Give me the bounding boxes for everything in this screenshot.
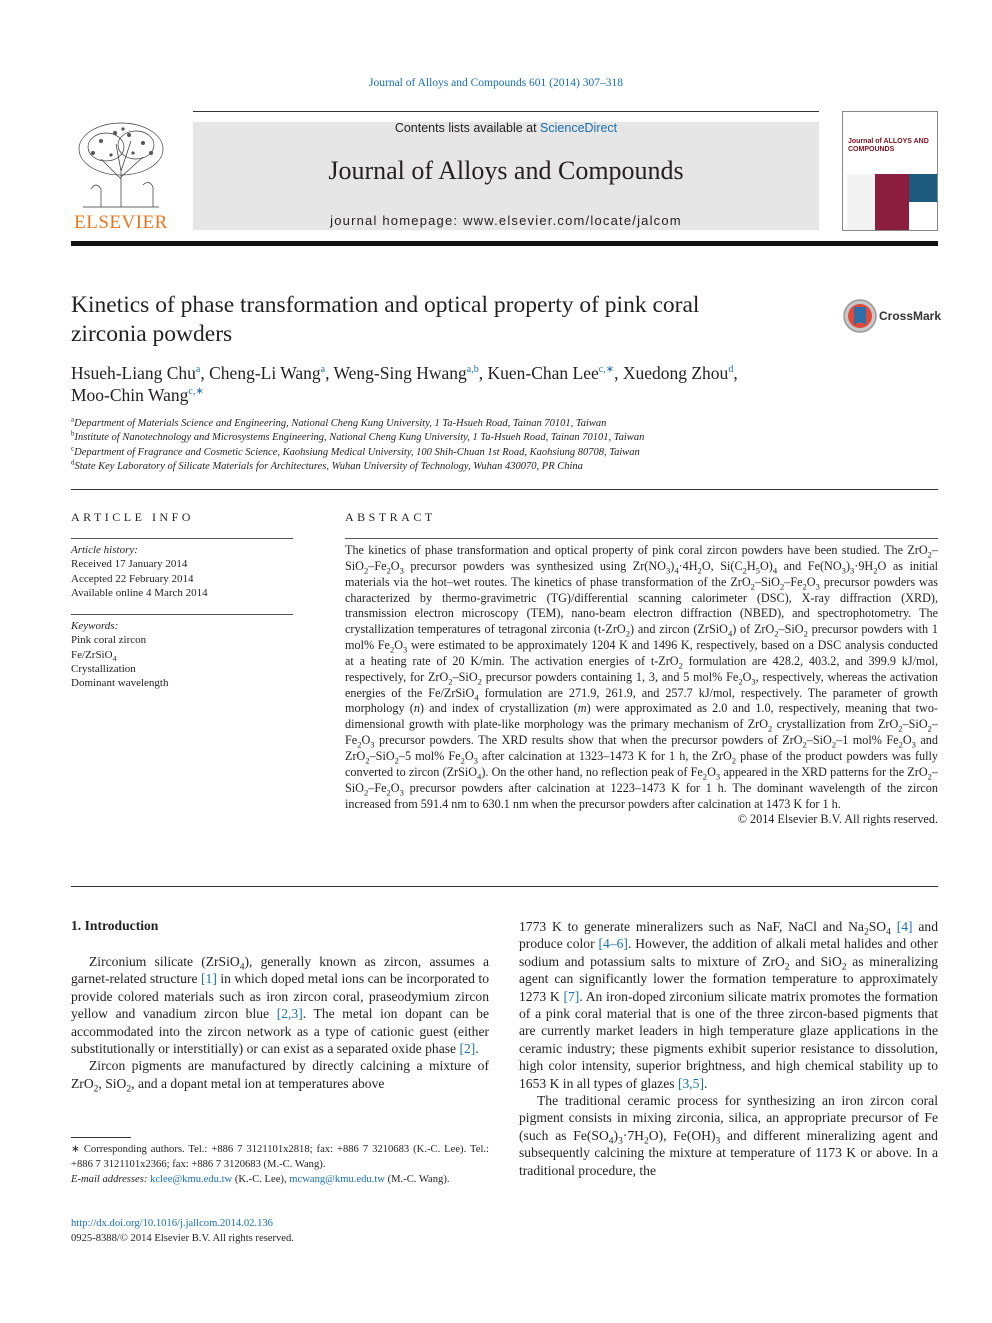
keywords-label: Keywords:: [71, 620, 119, 632]
paragraph: 1773 K to generate mineralizers such as NaF, NaCl and $Na_2SO_4$ [4] and produce color [4–6]. However, the addition of alkali metal halides and other sodium and potassium salts to mixture of ZrO$_2$ and SiO$_2$ as mineralizing agent can significantly lower the formation temperature to approximately 1273 K [7]. An iron-doped zirconium silicate matrix promotes the formation of a pink coral material that is one of the three zircon-based pigments that are currently market leaders in high temperature glaze applications in the ceramic industry; these pigments exhibit superior resistance to dissolution, high color intensity, superior brightness, and high chemical stability up to 1653 K in all types of glazes [3,5].: [519, 919, 938, 1091]
crossmark-icon: [843, 298, 877, 334]
journal-homepage: [193, 213, 819, 228]
intro-left-column: [71, 953, 490, 1095]
ref-link[interactable]: [1]: [201, 971, 217, 987]
email-owner: (M.-C. Wang).: [387, 1174, 450, 1185]
author-name: Kuen-Chan Lee: [487, 363, 599, 383]
journal-citation[interactable]: Journal of Alloys and Compounds 601 (2014) 307–318: [369, 77, 623, 89]
author-name: Cheng-Li Wang: [209, 363, 321, 383]
article-info-heading: ARTICLE INFO: [71, 510, 194, 524]
ref-link[interactable]: [2,3]: [276, 1006, 303, 1022]
doi-block: [71, 1216, 489, 1246]
affiliation-rule: [71, 489, 938, 490]
title-line-1: Kinetics of phase transformation and optical property of pink coral: [71, 292, 700, 318]
author-name: Weng-Sing Hwang: [333, 363, 467, 383]
author[interactable]: [334, 363, 479, 383]
received-date: Received 17 January 2014: [71, 558, 188, 571]
author-sep: ,: [200, 363, 210, 383]
homepage-prefix: journal homepage:: [330, 213, 464, 228]
abstract-rule: [345, 538, 938, 539]
keywords-rule: [71, 614, 293, 615]
affiliation-text: Institute of Nanotechnology and Microsystems Engineering, National Cheng Kung University, 1 Ta-Hsueh Road, Tainan 70101, Taiwan: [74, 432, 645, 443]
cover-blue-block: [909, 174, 938, 202]
affiliation-text: Department of Materials Science and Engineering, National Cheng Kung University, 1 Ta-Hsueh Road, Tainan 70101, Taiwan: [74, 418, 607, 429]
journal-name: Journal of Alloys and Compounds: [328, 156, 684, 185]
elsevier-tree-logo: [71, 119, 171, 211]
ref-link[interactable]: [4–6]: [598, 936, 628, 952]
email-owner: (K.-C. Lee),: [234, 1174, 287, 1185]
article-title: [71, 291, 791, 349]
journal-cover-thumbnail[interactable]: [842, 111, 938, 231]
contents-line: [193, 121, 819, 135]
article-info-rule: [71, 538, 293, 539]
author[interactable]: [487, 363, 614, 383]
author-name: Moo-Chin Wang: [71, 385, 189, 405]
cover-strip: [847, 174, 875, 230]
author-sup: d: [728, 364, 734, 376]
title-line-2: zirconia powders: [71, 321, 233, 347]
keyword: Pink coral zircon: [71, 634, 147, 647]
affiliation-text: Department of Fragrance and Cosmetic Science, Kaohsiung Medical University, 100 Shih-Chuan 1st Road, Kaohsiung 80708, Taiwan: [74, 447, 640, 458]
keyword: Dominant wavelength: [71, 677, 169, 690]
ref-link[interactable]: [4]: [896, 919, 913, 934]
accepted-date: Accepted 22 February 2014: [71, 572, 194, 585]
affiliation: [71, 446, 931, 460]
cover-title: Journal of ALLOYS AND COMPOUNDS: [848, 138, 929, 153]
paragraph: The traditional ceramic process for synthesizing an iron zircon coral pigment consists in mixing zirconia, silica, an appropriate precursor of Fe (such as $Fe(SO_4)_3\cdot 7H_2O$), $Fe(OH)_3$ and different mineralizing agent and subsequently calcining the mixture at temperature of 1173 K or above. In a traditional procedure, the: [519, 1093, 938, 1178]
author-sep: ,: [478, 363, 488, 383]
contents-prefix: Contents lists available at: [394, 121, 541, 135]
abstract-body: The kinetics of phase transformation and optical property of pink coral zircon powders have been studied. The $ZrO_2-SiO_2-Fe_2O_3$ precursor powders was synthesized using $Zr(NO_3)_4\cdot 4H_2O$, $Si(C_2H_5O)_4$ and $Fe(NO_3)_3\cdot 9H_2O$ as initial materials via the hot–wet routes. The kinetics of phase transformation of the $ZrO_2-SiO_2-Fe_2O_3$ precursor powders was characterized by thermo-gravimetric (TG)/differential scanning calorimeter (DSC), X-ray diffraction (XRD), transmission electron microscopy (TEM), nano-beam electron diffraction (NBED), and spectrophotometry. The crystallization temperatures of tetragonal zirconia (t-ZrO$_2$) and zircon (ZrSiO$_4$) of ZrO$_2$–SiO$_2$ precursor powders with 1 mol% $Fe_2O_3$ were estimated to be approximately 1204 K and 1496 K, respectively, based on a DSC analysis conducted at a heating rate of 20 K/min. The activation energies of t-ZrO$_2$ formulation are 428.2, 403.2, and 399.9 kJ/mol, respectively, for ZrO$_2$–SiO$_2$ precursor powders containing 1, 3, and 5 mol% $Fe_2O_3$, respectively, whereas the activation energies of the Fe/ZrSiO$_4$ formulation are 271.9, 261.9, and 257.7 kJ/mol, respectively. The parameter of growth morphology (n) and index of crystallization (m) were approximated as 2.0 and 1.0, respectively, meaning that two-dimensional growth with plate-like morphology was the primary mechanism of ZrO$_2$ crystallization from $ZrO_2-SiO_2-Fe_2O_3$ precursor powders. The XRD results show that when the precursor powders of ZrO$_2$–SiO$_2$–1 mol% $Fe_2O_3$ and ZrO$_2$–SiO$_2$–5 mol% $Fe_2O_3$ after calcination at 1323–1473 K for 1 h, the ZrO$_2$ phase of the product powders was fully converted to zircon (ZrSiO$_4$). On the other hand, no reflection peak of $Fe_2O_3$ appeared in the XRD patterns for the $ZrO_2-SiO_2-Fe_2O_3$ precursor powders after calcination at 1223–1473 K for 1 h. The dominant wavelength of the zircon increased from 591.4 nm to 630.1 nm when the precursor powders after calcination at 1473 K for 1 h. © 2014 Elsevier B.V. All rights reserved.: [345, 543, 939, 827]
email-link[interactable]: kclee@kmu.edu.tw: [150, 1174, 233, 1185]
affiliation: [71, 460, 931, 474]
header-top-rule: [193, 111, 819, 112]
email-label: E-mail addresses:: [71, 1174, 148, 1185]
author[interactable]: [71, 385, 204, 405]
paragraph: Zircon pigments are manufactured by directly calcining a mixture of ZrO$_2$, SiO$_2$, and a dopant metal ion at temperatures above: [71, 1058, 489, 1095]
author[interactable]: [209, 363, 325, 383]
author-sep: ,: [733, 363, 738, 383]
affiliation-text: State Key Laboratory of Silicate Materials for Architectures, Wuhan University of Technology, Wuhan 430070, PR China: [74, 461, 583, 472]
affiliation: [71, 431, 931, 445]
author-name: Hsueh-Liang Chu: [71, 363, 196, 383]
header-thick-rule: [71, 241, 938, 246]
keyword: Crystallization: [71, 662, 136, 675]
abstract-heading: ABSTRACT: [345, 510, 436, 524]
author-sup: a: [320, 364, 326, 376]
sciencedirect-link[interactable]: ScienceDirect: [540, 121, 618, 135]
cover-red-block: [875, 174, 909, 230]
author[interactable]: [71, 363, 200, 383]
doi-link[interactable]: http://dx.doi.org/10.1016/j.jallcom.2014.02.136: [71, 1218, 273, 1229]
email-note: [71, 1172, 489, 1187]
author-sep: ,: [614, 363, 623, 383]
author[interactable]: [623, 363, 733, 383]
email-link[interactable]: mcwang@kmu.edu.tw: [289, 1174, 385, 1185]
author-sup: c,∗: [188, 386, 204, 398]
online-date: Available online 4 March 2014: [71, 586, 208, 599]
keywords: [71, 619, 293, 690]
author-sup: a,b: [466, 364, 479, 376]
affiliation-key: c: [71, 444, 75, 453]
corresponding-note: ∗ Corresponding authors. Tel.: +886 7 3121101x2818; fax: +886 7 3210683 (K.-C. Lee). Tel.: +886 7 3121101x2366; fax: +886 7 3120683 (M.-C. Wang).: [71, 1144, 489, 1170]
author-name: Xuedong Zhou: [622, 363, 729, 383]
footnote-rule: [71, 1137, 131, 1138]
paragraph: Zirconium silicate (ZrSiO$_4$), generally known as zircon, assumes a garnet-related structure [1] in which doped metal ions can be incorporated to provide colored materials such as iron zircon coral, praseodymium zircon yellow and vanadium zircon blue [2,3]. The metal ion dopant can be accommodated into the zircon network as a type of cationic guest (either substitutionally or interstitially) or can exist as a separated oxide phase [2].: [71, 954, 490, 1057]
intro-heading: 1. Introduction: [71, 918, 159, 933]
author-sup: a: [195, 364, 201, 376]
ref-link[interactable]: [2]: [459, 1041, 476, 1057]
footnotes: [71, 1142, 489, 1187]
crossmark-label: CrossMark: [879, 309, 942, 323]
author-sep: ,: [325, 363, 334, 383]
affiliation: [71, 417, 931, 431]
issn-line: 0925-8388/© 2014 Elsevier B.V. All rights reserved.: [71, 1233, 294, 1244]
author-list: [71, 362, 931, 406]
affiliation-key: b: [71, 429, 75, 438]
ref-link[interactable]: [3,5]: [677, 1075, 704, 1091]
abstract-copyright: © 2014 Elsevier B.V. All rights reserved.: [737, 812, 938, 827]
article-history: [71, 543, 293, 600]
affiliation-key: a: [71, 415, 75, 424]
abstract-bottom-rule: [71, 886, 938, 887]
ref-link[interactable]: [7]: [563, 988, 580, 1004]
homepage-link[interactable]: www.elsevier.com/locate/jalcom: [463, 213, 682, 228]
elsevier-wordmark: ELSEVIER: [74, 212, 168, 233]
crossmark-badge[interactable]: [843, 298, 943, 334]
keyword: Fe/ZrSiO$_4$: [71, 648, 117, 663]
author-sup: c,∗: [598, 364, 615, 376]
intro-right-column: [519, 918, 938, 1179]
affiliation-key: d: [71, 458, 75, 467]
history-label: Article history:: [71, 544, 138, 556]
